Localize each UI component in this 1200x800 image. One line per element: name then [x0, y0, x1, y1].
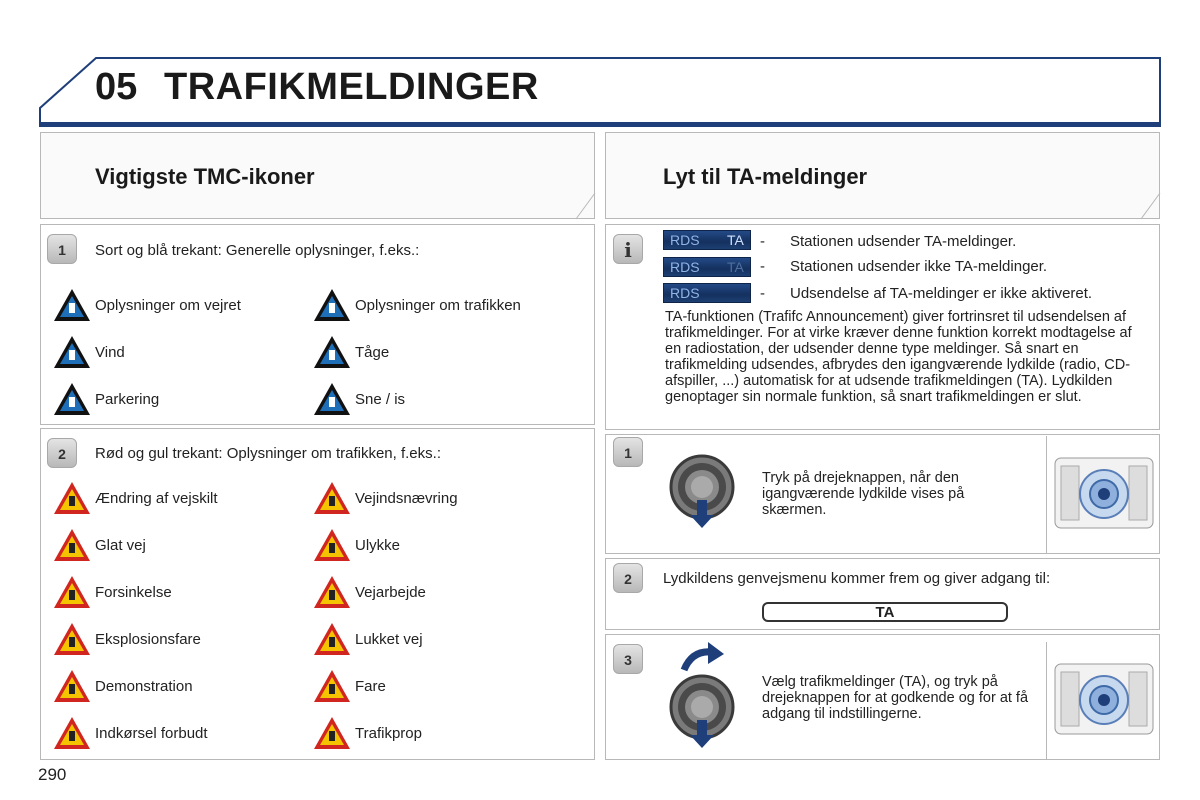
step3-text: Vælg trafikmeldinger (TA), og tryk på drejeknappen for at godkende og for at få adgang til indstillingerne. [762, 674, 1029, 722]
ta-description: TA-funktionen (Trafifc Announcement) giver fortrinsret til udsendelsen af trafikmeldinger. For at virke kræver denne funktion korrekt modtagelse af en radiostation, der udsender denne type meldinger. Så snart en trafikmelding udsendes, afbrydes den igangværende lydkilde (radio, CD-afspiller, ...) automatisk for at udsende trafikmeldingen (TA). Lydkilden genoptager sin normale funktion, så snart trafikmeldingen er slut. [665, 309, 1132, 405]
danger-icon [312, 668, 352, 704]
tmc-item-label: Oplysninger om vejret [95, 297, 241, 314]
chapter-title: TRAFIKMELDINGER [164, 66, 539, 108]
right-section-title: Lyt til TA-meldinger [663, 164, 868, 189]
rds-row-3-text: Udsendelse af TA-meldinger er ikke aktiveret. [790, 285, 1093, 302]
tmc-item-label: Eksplosionsfare [95, 631, 201, 648]
step-badge-2: 2 [47, 438, 77, 468]
tmc-item-label: Parkering [95, 391, 160, 408]
ta-label: TA [727, 259, 744, 275]
page-number: 290 [38, 765, 67, 784]
wind-icon [52, 334, 92, 370]
rds-ta-active-display [663, 230, 751, 250]
roadworks-icon [312, 574, 352, 610]
rds-label: RDS [670, 285, 700, 301]
step-badge-1: 1 [613, 437, 643, 467]
step-badge-2: 2 [613, 563, 643, 593]
rds-ta-inactive-display [663, 257, 751, 277]
section1-intro: Sort og blå trekant: Generelle oplysninger, f.eks.: [95, 242, 420, 259]
tmc-item-label: Indkørsel forbudt [95, 725, 208, 742]
info-icon: i [613, 234, 643, 264]
rds-label: RDS [670, 259, 700, 275]
section2-intro: Rød og gul trekant: Oplysninger om trafikken, f.eks.: [95, 445, 441, 462]
radio-panel-illustration [1047, 642, 1159, 759]
parking-icon [52, 381, 92, 417]
ta-label: TA [727, 232, 744, 248]
tmc-item-label: Forsinkelse [95, 584, 172, 601]
no-entry-icon [52, 715, 92, 751]
tmc-item-label: Oplysninger om trafikken [355, 297, 521, 314]
tmc-item-label: Tåge [355, 344, 390, 361]
demonstration-icon [52, 668, 92, 704]
explosion-icon [52, 621, 92, 657]
ta-menu-button[interactable]: TA [762, 602, 1008, 622]
rotary-knob-press-icon [665, 670, 745, 750]
tmc-item-label: Ulykke [355, 537, 401, 554]
radio-panel-image [1046, 436, 1159, 553]
chapter-header-frame [0, 0, 1200, 130]
tmc-item-label: Sne / is [355, 391, 406, 408]
accident-icon [312, 527, 352, 563]
traffic-light-icon [52, 480, 92, 516]
dash: - [760, 233, 765, 250]
step1-text: Tryk på drejeknappen, når den igangværende lydkilde vises på skærmen. [762, 470, 965, 518]
road-narrows-icon [312, 480, 352, 516]
rds-row-2-text: Stationen udsender ikke TA-meldinger. [790, 258, 1048, 275]
rotary-knob-press-icon [665, 450, 745, 530]
closed-road-icon [312, 621, 352, 657]
delay-clock-icon [52, 574, 92, 610]
dash: - [760, 285, 765, 302]
slippery-road-icon [52, 527, 92, 563]
dash: - [760, 258, 765, 275]
step-badge-3: 3 [613, 644, 643, 674]
tmc-item-label: Fare [355, 678, 386, 695]
rds-row-1-text: Stationen udsender TA-meldinger. [790, 233, 1017, 250]
tmc-item-label: Vind [95, 344, 125, 361]
weather-icon [52, 287, 92, 323]
step2-text: Lydkildens genvejsmenu kommer frem og giver adgang til: [663, 570, 1051, 587]
snow-ice-icon [312, 381, 352, 417]
tmc-item-label: Lukket vej [355, 631, 423, 648]
tmc-item-label: Ændring af vejskilt [95, 490, 218, 507]
tmc-item-label: Vejarbejde [355, 584, 426, 601]
traffic-info-icon [312, 287, 352, 323]
rds-ta-off-display [663, 283, 751, 303]
radio-panel-image [1046, 642, 1159, 759]
tmc-item-label: Glat vej [95, 537, 146, 554]
tmc-item-label: Demonstration [95, 678, 193, 695]
left-section-title: Vigtigste TMC-ikoner [95, 164, 315, 189]
radio-panel-illustration [1047, 436, 1159, 553]
fog-icon [312, 334, 352, 370]
traffic-jam-icon [312, 715, 352, 751]
tmc-item-label: Trafikprop [355, 725, 422, 742]
tmc-item-label: Vejindsnævring [355, 490, 458, 507]
chapter-number: 05 [95, 66, 138, 108]
step-badge-1: 1 [47, 234, 77, 264]
rds-label: RDS [670, 232, 700, 248]
